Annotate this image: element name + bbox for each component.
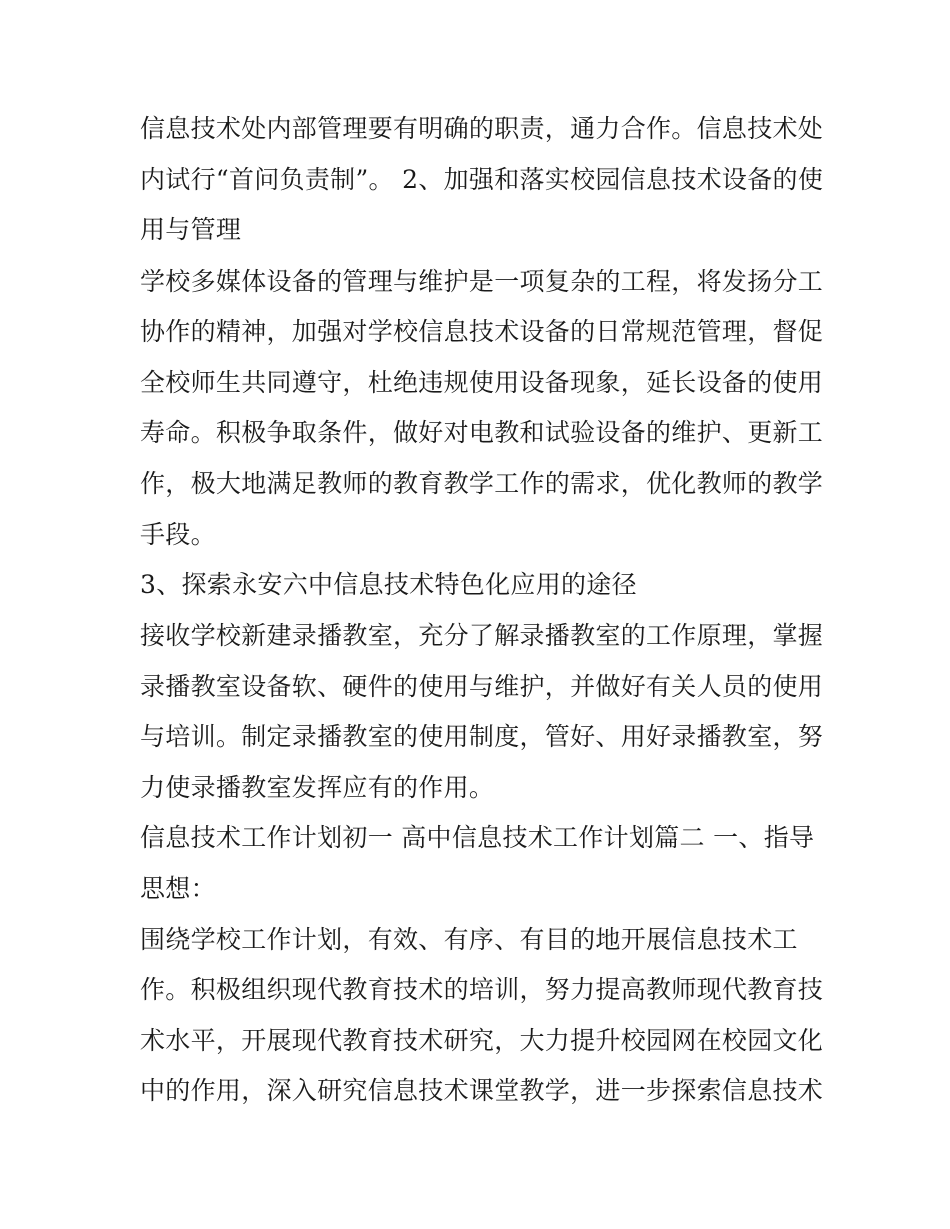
text-line: 信息技术工作计划初一 高中信息技术工作计划篇二 一、指导 bbox=[140, 823, 815, 852]
text-line: 力使录播教室发挥应有的作用。 bbox=[140, 773, 495, 802]
text-line: 作。积极组织现代教育技术的培训，努力提高教师现代教育技 bbox=[140, 975, 824, 1004]
text-line: 接收学校新建录播教室，充分了解录播教室的工作原理，掌握 bbox=[140, 621, 824, 650]
text-line: 围绕学校工作计划，有效、有序、有目的地开展信息技术工 bbox=[140, 925, 798, 954]
text-line: 作，极大地满足教师的教育教学工作的需求，优化教师的教学 bbox=[140, 469, 824, 498]
text-line: 术水平，开展现代教育技术研究，大力提升校园网在校园文化 bbox=[140, 1026, 824, 1055]
text-line: 思想： bbox=[140, 874, 216, 903]
text-line: 全校师生共同遵守，杜绝违规使用设备现象，延长设备的使用 bbox=[140, 368, 824, 397]
text-line: 与培训。制定录播教室的使用制度，管好、用好录播教室，努 bbox=[140, 722, 824, 751]
text-line: 协作的精神，加强对学校信息技术设备的日常规范管理，督促 bbox=[140, 317, 824, 346]
text-line: 信息技术处内部管理要有明确的职责，通力合作。信息技术处 bbox=[140, 114, 824, 143]
text-line: 学校多媒体设备的管理与维护是一项复杂的工程，将发扬分工 bbox=[140, 267, 824, 296]
text-line: 内试行“首问负责制”。 2、加强和落实校园信息技术设备的使 bbox=[140, 165, 824, 194]
text-line: 寿命。积极争取条件，做好对电教和试验设备的维护、更新工 bbox=[140, 418, 824, 447]
section-heading: 3、探索永安六中信息技术特色化应用的途径 bbox=[140, 570, 637, 599]
text-line: 中的作用，深入研究信息技术课堂教学，进一步探索信息技术 bbox=[140, 1076, 824, 1105]
text-line: 录播教室设备软、硬件的使用与维护，并做好有关人员的使用 bbox=[140, 672, 824, 701]
text-line: 手段。 bbox=[140, 520, 216, 549]
text-line: 用与管理 bbox=[140, 215, 242, 244]
